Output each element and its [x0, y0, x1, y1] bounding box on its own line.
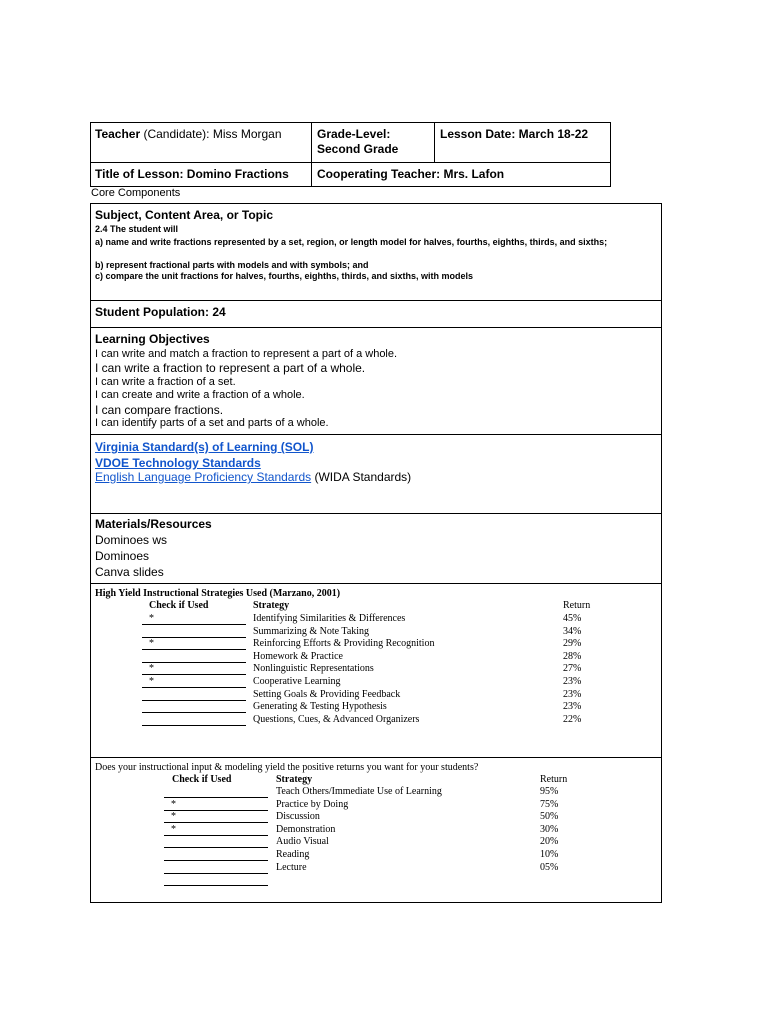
instructional-col-return: Return	[540, 774, 568, 785]
check-blank[interactable]	[142, 725, 246, 726]
objective-item: I can identify parts of a set and parts of a whole.	[95, 417, 329, 429]
strategy-return: 30%	[540, 823, 559, 835]
check-blank[interactable]	[142, 674, 246, 675]
strategy-name: Generating & Testing Hypothesis	[253, 701, 387, 713]
check-mark: *	[171, 798, 176, 810]
teacher-label: Teacher	[95, 127, 141, 141]
materials-heading: Materials/Resources	[95, 517, 212, 531]
strategy-name: Demonstration	[276, 823, 336, 835]
high-yield-title: High Yield Instructional Strategies Used (Marzano, 2001)	[95, 588, 341, 599]
strategy-name: Identifying Similarities & Differences	[253, 613, 406, 624]
check-blank[interactable]	[142, 624, 246, 625]
main-table	[90, 203, 662, 903]
elp-standards-link[interactable]: English Language Proficiency Standards	[95, 470, 312, 484]
instructional-input-title: Does your instructional input & modeling yield the positive returns you want for your students?	[95, 762, 479, 773]
check-blank[interactable]	[164, 810, 268, 811]
divider	[91, 583, 661, 584]
strategy-return: 27%	[563, 663, 582, 675]
check-blank[interactable]	[164, 822, 268, 823]
strategy-return: 50%	[540, 811, 559, 823]
check-mark: *	[171, 811, 176, 823]
strategy-name: Summarizing & Note Taking	[253, 625, 370, 637]
strategy-name: Reading	[276, 849, 310, 860]
divider	[91, 513, 661, 514]
subject-line-3: b) represent fractional parts with models and with symbols; and	[95, 260, 369, 270]
high-yield-col-strategy: Strategy	[253, 600, 290, 611]
high-yield-col-check: Check if Used	[149, 600, 209, 611]
check-blank[interactable]	[142, 700, 246, 701]
strategy-name: Nonlinguistic Representations	[253, 663, 374, 675]
strategy-return: 20%	[540, 836, 559, 848]
sol-link[interactable]: Virginia Standard(s) of Learning (SOL)	[95, 440, 314, 454]
strategy-return: 23%	[563, 688, 582, 700]
strategy-return: 28%	[563, 650, 582, 662]
core-components-label: Core Components	[91, 187, 181, 199]
tech-standards-link[interactable]: VDOE Technology Standards	[95, 456, 261, 470]
divider	[91, 300, 661, 301]
standards-links	[95, 438, 411, 486]
strategy-name: Homework & Practice	[253, 650, 343, 662]
subject-line-1: 2.4 The student will	[95, 224, 179, 234]
check-mark: *	[171, 823, 176, 835]
lesson-date: Lesson Date: March 18-22	[440, 127, 589, 141]
divider	[91, 327, 661, 328]
lesson-date-cell	[434, 122, 611, 163]
divider	[91, 757, 661, 758]
subject-heading: Subject, Content Area, or Topic	[95, 208, 274, 222]
grade-level-label: Grade-Level:	[317, 127, 391, 141]
strategy-return: 05%	[540, 861, 559, 873]
strategy-name: Cooperative Learning	[253, 676, 341, 687]
check-blank[interactable]	[164, 860, 268, 861]
strategy-return: 23%	[563, 676, 582, 687]
strategy-return: 95%	[540, 786, 559, 797]
divider	[91, 434, 661, 435]
check-blank[interactable]	[164, 873, 268, 874]
strategy-return: 34%	[563, 625, 582, 637]
elp-suffix: (WIDA Standards)	[311, 470, 412, 484]
grade-level-cell	[311, 122, 435, 163]
strategy-name: Discussion	[276, 811, 320, 823]
strategy-return: 10%	[540, 849, 559, 860]
material-item: Canva slides	[95, 565, 164, 579]
subject-line-2: a) name and write fractions represented by a set, region, or length model for halves, fourths, eighths, thirds, and sixths;	[95, 237, 608, 247]
check-blank[interactable]	[164, 797, 268, 798]
high-yield-col-return: Return	[563, 600, 591, 611]
teacher-text	[95, 127, 282, 141]
strategy-name: Reinforcing Efforts & Providing Recognition	[253, 638, 435, 650]
check-mark: *	[149, 613, 154, 624]
strategy-return: 29%	[563, 638, 582, 650]
instructional-col-strategy: Strategy	[276, 774, 313, 785]
check-mark: *	[149, 638, 154, 650]
title-of-lesson-cell	[90, 162, 312, 187]
title-of-lesson: Title of Lesson: Domino Fractions	[95, 167, 289, 181]
strategy-name: Audio Visual	[276, 836, 329, 848]
material-item: Dominoes ws	[95, 533, 168, 547]
check-blank[interactable]	[164, 847, 268, 848]
strategy-name: Teach Others/Immediate Use of Learning	[276, 786, 442, 797]
strategy-return: 22%	[563, 713, 582, 725]
strategy-name: Questions, Cues, & Advanced Organizers	[253, 713, 420, 725]
strategy-name: Lecture	[276, 861, 307, 873]
cooperating-teacher: Cooperating Teacher: Mrs. Lafon	[317, 167, 505, 181]
objective-item: I can compare fractions.	[95, 403, 224, 417]
strategy-name: Practice by Doing	[276, 798, 349, 810]
check-blank[interactable]	[164, 885, 268, 886]
cooperating-teacher-cell	[311, 162, 611, 187]
grade-level-value: Second Grade	[317, 142, 399, 156]
instructional-col-check: Check if Used	[172, 774, 232, 785]
check-blank[interactable]	[142, 712, 246, 713]
check-blank[interactable]	[142, 662, 246, 663]
objective-item: I can write a fraction to represent a part of a whole.	[95, 361, 366, 375]
strategy-return: 45%	[563, 613, 582, 624]
objective-item: I can write and match a fraction to represent a part of a whole.	[95, 348, 398, 360]
check-mark: *	[149, 663, 154, 675]
check-blank[interactable]	[142, 649, 246, 650]
strategy-name: Setting Goals & Providing Feedback	[253, 688, 401, 700]
teacher-value: (Candidate): Miss Morgan	[140, 127, 282, 141]
subject-line-4: c) compare the unit fractions for halves, fourths, eighths, thirds, and sixths, with models	[95, 271, 474, 281]
check-mark: *	[149, 676, 154, 687]
check-blank[interactable]	[164, 835, 268, 836]
teacher-cell	[90, 122, 312, 163]
learning-objectives-heading: Learning Objectives	[95, 332, 210, 346]
material-item: Dominoes	[95, 549, 150, 563]
check-blank[interactable]	[142, 637, 246, 638]
objective-item: I can create and write a fraction of a whole.	[95, 389, 305, 401]
strategy-return: 23%	[563, 701, 582, 713]
student-population: Student Population: 24	[95, 305, 226, 319]
objective-item: I can write a fraction of a set.	[95, 376, 236, 388]
strategy-return: 75%	[540, 798, 559, 810]
check-blank[interactable]	[142, 687, 246, 688]
